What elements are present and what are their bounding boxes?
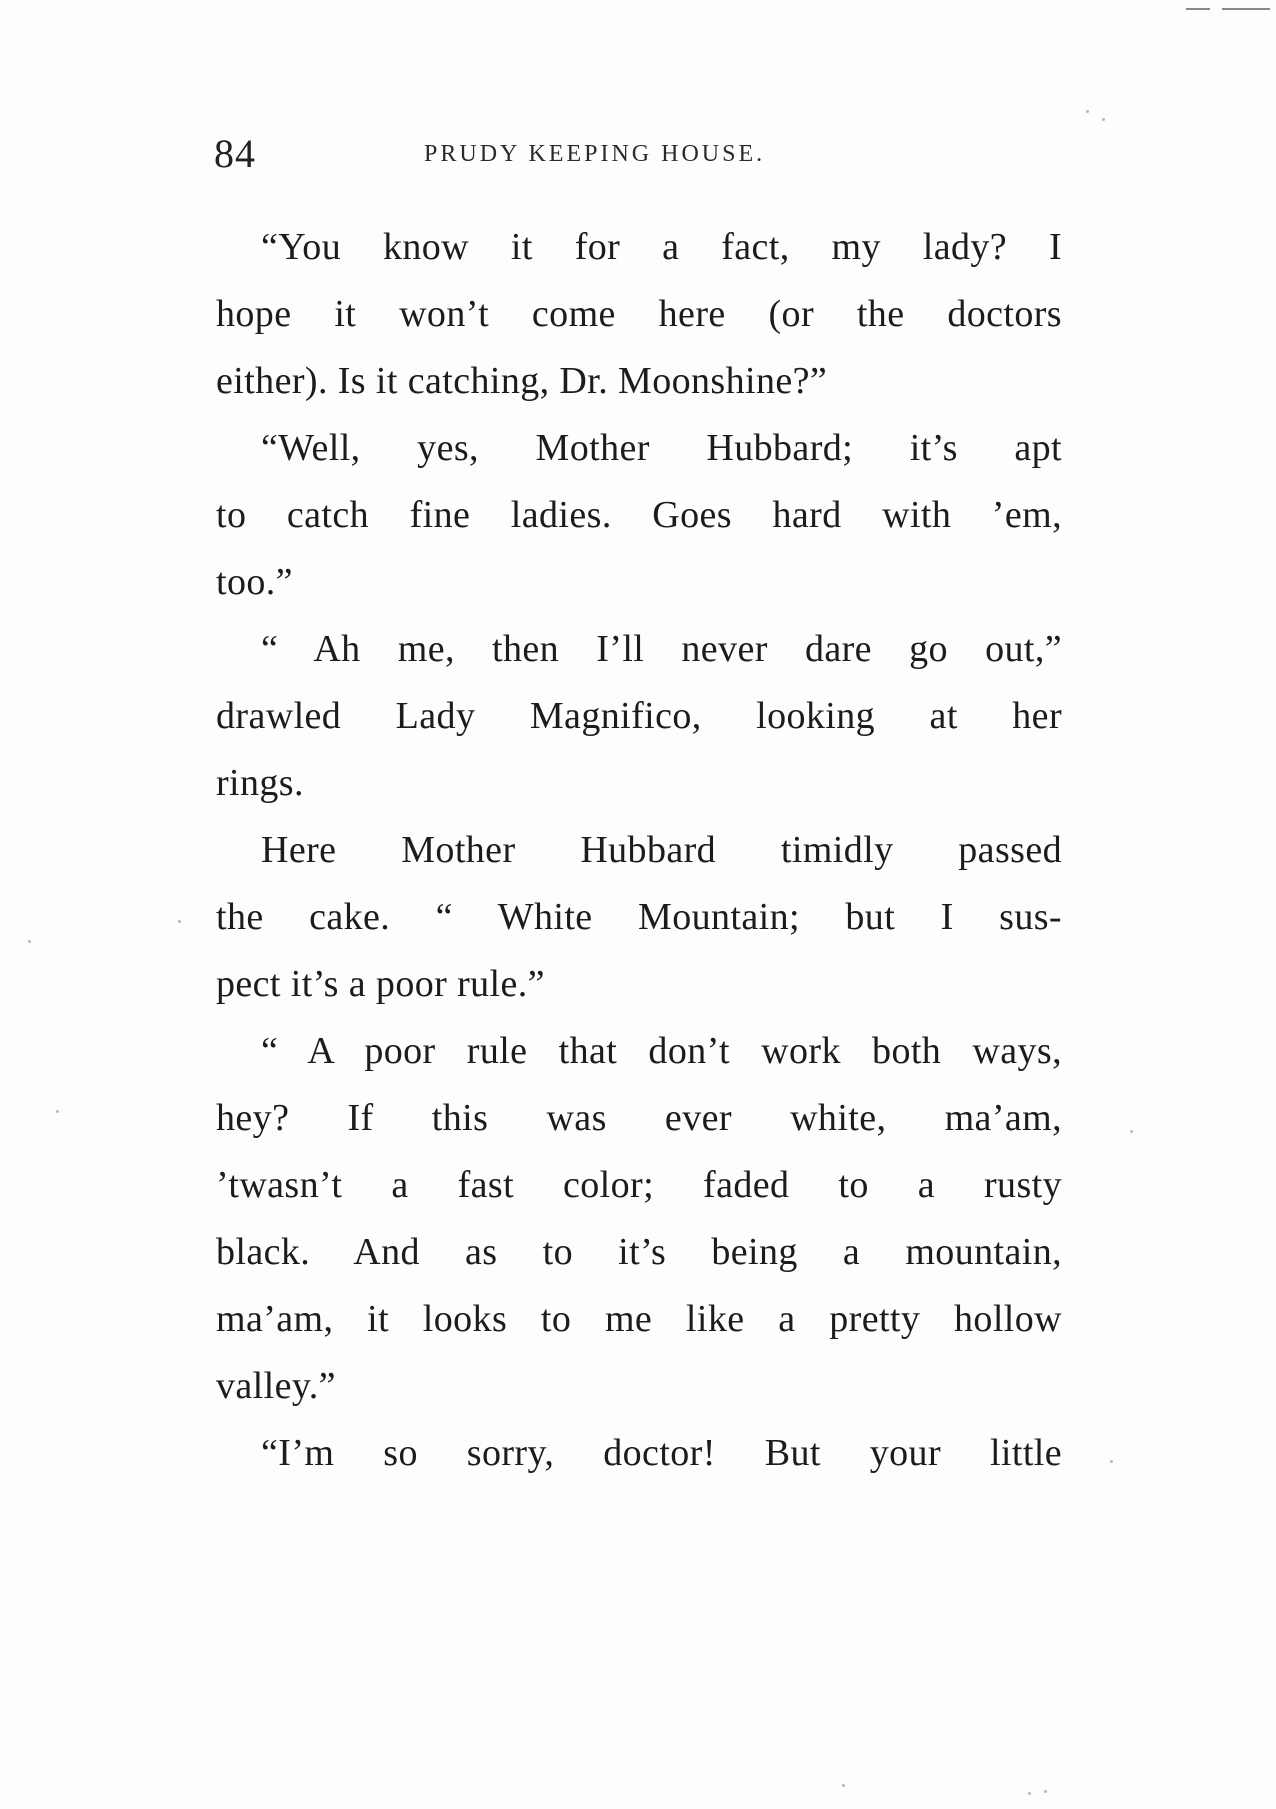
page-header [214, 130, 1060, 180]
text-line: either). Is it catching, Dr. Moonshine?” [216, 360, 828, 402]
paper-speck [28, 940, 31, 943]
paper-speck [178, 920, 181, 923]
text-line: to catch fine ladies. Goes hard with ’em, [216, 494, 1062, 536]
paper-speck [56, 1110, 59, 1113]
paper-speck [842, 1784, 845, 1787]
paper-speck [1102, 118, 1105, 121]
text-line: ’twasn’t a fast color; faded to a rusty [216, 1164, 1062, 1206]
scan-edge-mark [1222, 8, 1270, 10]
running-title: PRUDY KEEPING HOUSE. [424, 141, 766, 167]
paper-speck [1044, 1790, 1047, 1793]
paper-speck [1110, 1460, 1113, 1463]
text-line: pect it’s a poor rule.” [216, 963, 545, 1005]
text-line: “ A poor rule that don’t work both ways, [261, 1030, 1062, 1072]
body-text [216, 214, 1062, 1487]
text-line: the cake. “ White Mountain; but I sus- [216, 896, 1062, 938]
text-line: hope it won’t come here (or the doctors [216, 293, 1062, 335]
text-line: black. And as to it’s being a mountain, [216, 1231, 1062, 1273]
text-line: “I’m so sorry, doctor! But your little [261, 1432, 1062, 1474]
text-line: hey? If this was ever white, ma’am, [216, 1097, 1062, 1139]
text-line: too.” [216, 561, 293, 603]
paper-speck [1130, 1130, 1133, 1133]
paper-speck [1028, 1792, 1031, 1795]
page-number: 84 [214, 131, 256, 176]
text-line: Here Mother Hubbard timidly passed [261, 829, 1062, 871]
scan-edge-mark [1186, 8, 1210, 10]
text-line: “Well, yes, Mother Hubbard; it’s apt [261, 427, 1062, 469]
text-line: “You know it for a fact, my lady? I [261, 226, 1062, 268]
paper-speck [1086, 110, 1089, 113]
text-line: drawled Lady Magnifico, looking at her [216, 695, 1062, 737]
text-line: ma’am, it looks to me like a pretty hollow [216, 1298, 1062, 1340]
text-line: rings. [216, 762, 304, 804]
text-line: valley.” [216, 1365, 336, 1407]
text-line: “ Ah me, then I’ll never dare go out,” [261, 628, 1062, 670]
